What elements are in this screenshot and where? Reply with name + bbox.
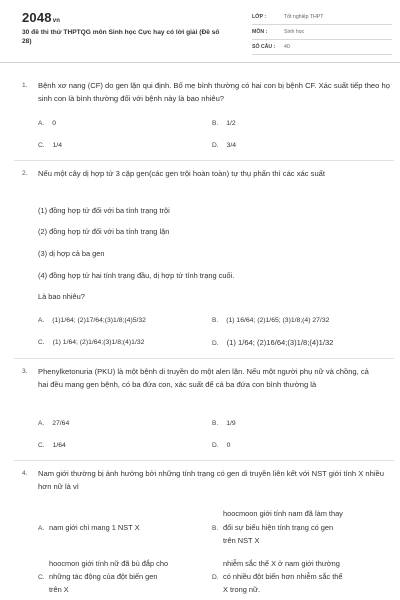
option-a[interactable] [38, 120, 56, 127]
option-b[interactable] [212, 120, 236, 127]
option-label: D. [212, 340, 219, 347]
option-label: C. [38, 574, 45, 581]
option-b[interactable] [212, 317, 329, 324]
document-meta [252, 10, 392, 55]
question-number: 3. [22, 368, 28, 375]
logo-text: 2048 [22, 10, 52, 25]
option-text: 0 [52, 120, 57, 127]
option-text: 1/9 [226, 420, 236, 427]
option-text: 27/64 [52, 420, 70, 427]
site-logo[interactable] [22, 10, 60, 25]
option-text: 1/64 [52, 442, 66, 449]
meta-row-count [252, 40, 392, 55]
meta-row-subject [252, 25, 392, 40]
option-label: C. [38, 142, 45, 149]
option-label: A. [38, 317, 45, 324]
option-text-line: có nhiều đột biến hơn nhiễm sắc thể [223, 572, 343, 581]
option-text-line: hoocmon giới tính nữ đã bù đắp cho [49, 559, 169, 568]
question-stem: Phenylketonuria (PKU) là một bệnh di truyền do một alen lặn. Nếu một người phụ nữ và chồng, cả hai đều mang gen bệnh, có ba đứa con, xác suất để cả ba đứa con bình thường là [38, 367, 369, 389]
option-text-line: X trong nữ. [223, 585, 260, 594]
option-d[interactable] [212, 442, 230, 449]
option-label: D. [212, 142, 219, 149]
statement-4: (4) đồng hợp tử hai tính trạng đầu, dị hợp tử tính trạng cuối. [38, 271, 235, 280]
option-text: 1/2 [226, 120, 236, 127]
option-c[interactable] [38, 558, 208, 598]
logo-suffix: vn [52, 18, 61, 24]
meta-value: 40 [284, 44, 290, 50]
meta-key: MÔN : [252, 29, 268, 35]
option-d[interactable] [212, 558, 397, 598]
option-text-line: nhiễm sắc thể X ở nam giới thường [223, 559, 340, 568]
option-label: D. [212, 574, 219, 581]
statement-3: (3) dị hợp cả ba gen [38, 249, 105, 258]
option-b[interactable] [212, 420, 236, 427]
option-a[interactable] [38, 317, 146, 324]
option-text: 0 [226, 442, 231, 449]
option-label: A. [38, 420, 45, 427]
option-label: A. [38, 525, 45, 532]
document-title: 30 đề thi thử THPTQG môn Sinh học Cực hay có lời giải (Đề số 28) [22, 29, 220, 45]
meta-key: SỐ CÂU : [252, 44, 276, 50]
option-text: (1) 1/64; (2)16/64;(3)1/8;(4)1/32 [226, 338, 334, 347]
option-text: nam giới chỉ mang 1 NST X [49, 523, 140, 532]
option-text: (1) 1/64; (2)1/64;(3)1/8;(4)1/32 [52, 339, 145, 346]
document-header [0, 0, 400, 63]
option-label: C. [38, 442, 45, 449]
option-c[interactable] [38, 442, 66, 449]
option-text: 1/4 [52, 142, 63, 149]
option-d[interactable] [212, 142, 236, 149]
option-text-line: hoocmoon giới tính nam đã làm thay [223, 509, 343, 518]
option-d[interactable] [212, 338, 333, 347]
question-number: 1. [22, 82, 28, 89]
option-text-line: trên NST X [223, 536, 260, 545]
option-text-line: đổi sự biểu hiện tính trạng có gen [223, 523, 334, 532]
question-stem: Nam giới thường bị ảnh hưởng bởi những tính trạng có gen di truyền liên kết với NST giới tính X nhiều hơn nữ là vì [38, 469, 384, 491]
option-b[interactable] [212, 508, 392, 546]
option-label: B. [212, 120, 219, 127]
option-text-line: trên X [49, 585, 69, 594]
option-c[interactable] [38, 339, 144, 346]
question-divider [14, 460, 394, 461]
option-text: (1) 16/64; (2)1/65; (3)1/8;(4) 27/32 [226, 317, 330, 324]
option-label: D. [212, 442, 219, 449]
meta-value: Sinh học [284, 29, 305, 35]
option-label: B. [212, 317, 219, 324]
statement-1: (1) đồng hợp tử đối với ba tính trạng trội [38, 206, 170, 215]
question-divider [14, 358, 394, 359]
statement-question: Là bao nhiêu? [38, 292, 85, 301]
question-number: 2. [22, 170, 28, 177]
question-stem: Bệnh xơ nang (CF) do gen lặn qui định. Bố mẹ bình thường có hai con bị bệnh CF. Xác suất tiếp theo họ sinh con là bình thường đối với bệnh này là bao nhiêu? [38, 81, 390, 103]
question-number: 4. [22, 470, 28, 477]
meta-key: LỚP : [252, 14, 267, 20]
option-label: B. [212, 525, 219, 532]
option-label: A. [38, 120, 45, 127]
statement-2: (2) đồng hợp tử đối với ba tính trạng lặn [38, 227, 170, 236]
meta-row-class [252, 10, 392, 25]
option-label: B. [212, 420, 219, 427]
question-stem: Nếu một cây dị hợp tử 3 cặp gen(các gen trội hoàn toàn) tự thụ phấn thì các xác suất [38, 169, 325, 178]
option-label: C. [38, 339, 45, 346]
option-a[interactable] [38, 420, 69, 427]
option-text: (1)1/64; (2)17/64;(3)1/8;(4)5/32 [52, 317, 146, 324]
option-a[interactable] [38, 522, 208, 536]
option-text-line: những tác động của đột biến gen [49, 572, 158, 581]
option-c[interactable] [38, 142, 62, 149]
question-divider [14, 160, 394, 161]
meta-value: Tốt nghiệp THPT [284, 14, 324, 20]
option-text: 3/4 [226, 142, 237, 149]
